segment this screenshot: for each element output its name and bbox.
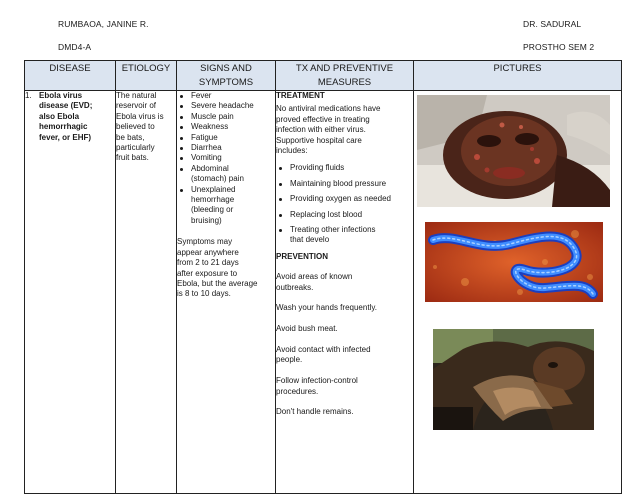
- text-line: PICTURES: [493, 63, 542, 74]
- list-item: [276, 179, 413, 189]
- table-row: [25, 91, 622, 494]
- list-item-line: bruising): [191, 215, 222, 225]
- text-line: TX AND PREVENTIVE: [295, 63, 394, 74]
- text-line: disease (EVD;: [39, 101, 93, 111]
- text-line: also Ebola: [39, 111, 80, 121]
- text-line: Supportive hospital care: [276, 135, 362, 145]
- list-item: [276, 163, 413, 173]
- prevention-item: [276, 376, 413, 397]
- text-line: proved effective in treating: [276, 114, 370, 124]
- list-item: [177, 91, 275, 101]
- list-item-line: Providing fluids: [290, 163, 345, 173]
- text-line: The natural: [116, 91, 157, 100]
- list-item-line: Fever: [191, 91, 212, 100]
- list-item: [276, 225, 413, 246]
- list-item: [177, 185, 275, 227]
- disease-cell: [25, 91, 116, 494]
- prevention-item: [276, 324, 413, 334]
- text-line: fruit bats.: [116, 153, 149, 163]
- prevention-line: Follow infection-control: [276, 376, 358, 386]
- list-item: [276, 194, 413, 204]
- prevention-line: Don't handle remains.: [276, 407, 354, 417]
- prevention-line: outbreaks.: [276, 282, 314, 292]
- signs-list: [177, 91, 275, 226]
- treatment-cell: [276, 91, 414, 494]
- text-line: infection with either virus.: [276, 125, 366, 135]
- col-header-signs: [177, 61, 276, 91]
- signs-cell: [177, 91, 276, 494]
- text-line: be bats,: [116, 132, 145, 142]
- photo-patient: [417, 95, 610, 207]
- pictures-cell: [414, 91, 622, 494]
- prevention-heading: PREVENTION: [276, 251, 329, 261]
- text-line: fever, or EHF): [39, 132, 92, 142]
- text-line: Ebola, but the average: [177, 278, 258, 288]
- fruit-bat-photo: [433, 329, 594, 430]
- student-name: RUMBAOA, JANINE R.: [58, 19, 149, 29]
- prevention-list: [276, 272, 413, 418]
- list-item: [177, 153, 275, 163]
- text-line: Ebola virus is: [116, 111, 164, 121]
- text-line: SYMPTOMS: [198, 77, 254, 88]
- list-item: [177, 143, 275, 153]
- prevention-line: procedures.: [276, 386, 319, 396]
- list-item-line: Diarrhea: [191, 143, 222, 153]
- text-line: SIGNS AND: [200, 63, 252, 74]
- prevention-line: people.: [276, 355, 303, 365]
- text-line: MEASURES: [317, 77, 372, 88]
- text-line: from 2 to 21 days: [177, 258, 239, 268]
- text-line: believed to: [116, 122, 155, 132]
- list-item-line: (bleeding or: [191, 205, 234, 215]
- list-item: [177, 101, 275, 111]
- text-line: reservoir of: [116, 101, 157, 111]
- list-item-line: Muscle pain: [191, 111, 234, 121]
- text-line: No antiviral medications have: [276, 104, 381, 114]
- disease-name: [39, 91, 109, 143]
- list-item-line: Providing oxygen as needed: [290, 194, 391, 204]
- treatment-list: [276, 163, 413, 245]
- list-item-line: hemorrhage: [191, 195, 235, 205]
- list-item-line: Vomiting: [191, 153, 222, 163]
- list-item-line: Weakness: [191, 122, 229, 132]
- list-item: [177, 112, 275, 122]
- text-line: DISEASE: [49, 63, 91, 74]
- text-line: appear anywhere: [177, 247, 239, 257]
- text-line: Ebola virus: [39, 91, 83, 100]
- prevention-item: [276, 345, 413, 366]
- course: PROSTHO SEM 2: [523, 42, 595, 52]
- list-item-line: Treating other infections: [290, 225, 376, 235]
- list-item-line: Maintaining blood pressure: [290, 178, 387, 188]
- col-header-treatment: [276, 61, 414, 91]
- section: DMD4-A: [58, 42, 92, 52]
- symptoms-note: [177, 237, 275, 299]
- prevention-line: Avoid contact with infected: [276, 345, 371, 355]
- treatment-heading: TREATMENT: [276, 91, 325, 100]
- text-line: Symptoms may: [177, 237, 233, 247]
- text-line: is 8 to 10 days.: [177, 289, 231, 299]
- fruit-bat-image: [433, 329, 594, 430]
- list-item-line: Replacing lost blood: [290, 209, 363, 219]
- prevention-item: [276, 272, 413, 293]
- prevention-item: [276, 407, 413, 417]
- col-header-etiology: [116, 61, 177, 91]
- col-header-pictures: [414, 61, 622, 91]
- virus-micrograph-image: [425, 222, 603, 302]
- prevention-item: [276, 303, 413, 313]
- list-item-line: (stomach) pain: [191, 174, 244, 184]
- text-line: particularly: [116, 143, 155, 153]
- prevention-line: Avoid bush meat.: [276, 324, 338, 334]
- list-item-line: Severe headache: [191, 101, 254, 111]
- etiology-text: [116, 91, 176, 164]
- table-header-row: [25, 61, 622, 91]
- row-number: 1.: [25, 91, 32, 100]
- list-item: [177, 164, 275, 185]
- prevention-line: Wash your hands frequently.: [276, 303, 377, 313]
- instructor: DR. SADURAL: [523, 19, 582, 29]
- text-line: includes:: [276, 146, 308, 156]
- text-line: after exposure to: [177, 268, 238, 278]
- col-header-disease: [25, 61, 116, 91]
- list-item-line: Unexplained: [191, 184, 236, 194]
- disease-table: [24, 60, 622, 494]
- list-item-line: Abdominal: [191, 163, 229, 173]
- virus-micrograph: [425, 222, 603, 302]
- patient-photo-image: [417, 95, 610, 207]
- treatment-intro: [276, 104, 413, 156]
- text-line: ETIOLOGY: [121, 63, 171, 74]
- list-item-line: that develo: [290, 235, 330, 245]
- list-item: [177, 122, 275, 132]
- list-item: [177, 133, 275, 143]
- etiology-cell: [116, 91, 177, 494]
- list-item-line: Fatigue: [191, 132, 218, 142]
- list-item: [276, 210, 413, 220]
- prevention-line: Avoid areas of known: [276, 272, 353, 282]
- text-line: hemorrhagic: [39, 122, 88, 132]
